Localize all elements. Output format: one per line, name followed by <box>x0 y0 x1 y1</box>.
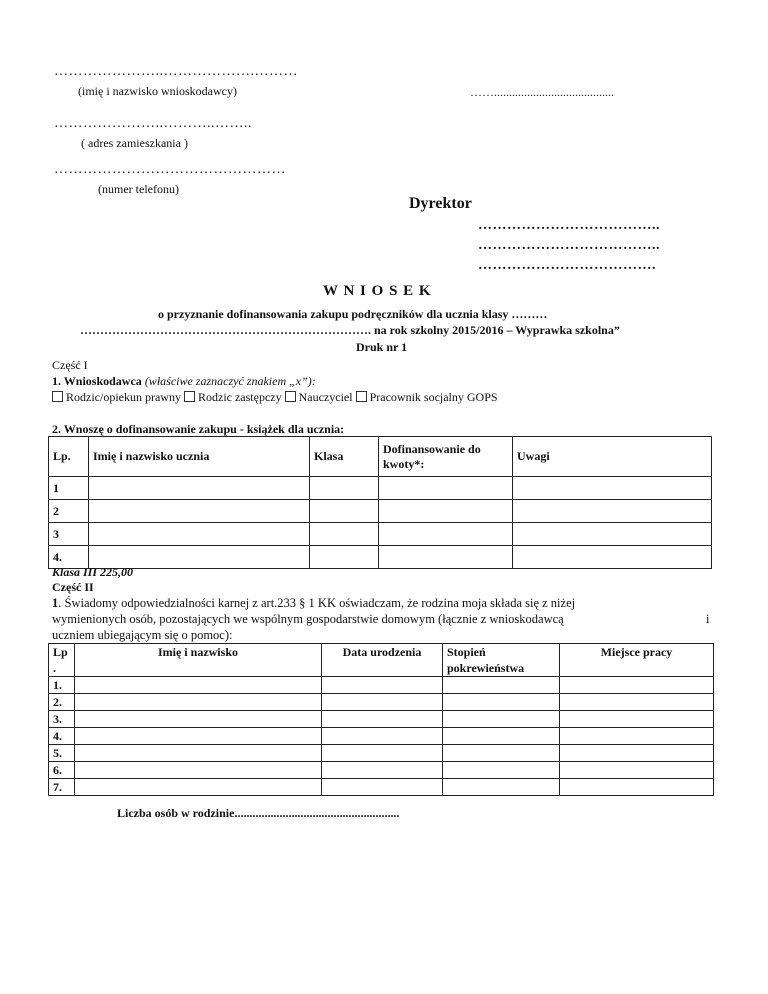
col-relationship: Stopień pokrewieństwa <box>443 644 560 677</box>
table-row: 6. <box>49 762 714 779</box>
checkbox-teacher[interactable] <box>285 391 296 402</box>
table-row: 1. <box>49 677 714 694</box>
table-row: 2. <box>49 694 714 711</box>
title-line-1: o przyznanie dofinansowania zakupu podręczników dla ucznia klasy ……… <box>158 307 548 321</box>
checkbox-parent[interactable] <box>52 391 63 402</box>
class-note: Klasa III 225,00 <box>52 565 134 579</box>
phone-line: ………………………………………… <box>54 162 286 177</box>
table-row: 7. <box>49 779 714 796</box>
table-row: 3. <box>49 711 714 728</box>
declaration-line-2-end: i <box>706 612 710 626</box>
checkbox-foster[interactable] <box>184 391 195 402</box>
applicant-type-label: 1. Wnioskodawca <box>52 374 142 388</box>
address-line: …………………..………..…….. <box>54 116 252 131</box>
col-workplace: Miejsce pracy <box>560 644 714 677</box>
declaration-line-3: uczniem ubiegającym się o pomoc): <box>52 628 233 642</box>
option-parent[interactable]: Rodzic/opiekun prawny <box>52 390 181 404</box>
table-row: 3 <box>49 523 712 546</box>
family-table <box>48 643 714 796</box>
applicant-type-heading <box>52 374 316 389</box>
checkbox-social-worker[interactable] <box>356 391 367 402</box>
title-line-2: ………………………………………………………………. na rok szkolny 2015/2016 – Wyprawka szkolna” <box>80 323 620 337</box>
col-notes: Uwagi <box>513 437 712 477</box>
recipient-title: Dyrektor <box>409 195 472 212</box>
col-family-lp: Lp . <box>49 644 75 677</box>
date-line: ……........................................ <box>470 85 614 99</box>
applicant-name-caption: (imię i nazwisko wnioskodawcy) <box>78 84 237 98</box>
table-row: 5. <box>49 745 714 762</box>
phone-caption: (numer telefonu) <box>98 182 179 196</box>
address-caption: ( adres zamieszkania ) <box>81 136 188 150</box>
document-heading: W N I O S E K <box>323 283 432 299</box>
declaration-number: 1 <box>52 596 59 610</box>
section2-heading: 2. Wnoszę o dofinansowanie zakupu - książek dla ucznia: <box>52 422 345 436</box>
table-row: 1 <box>49 477 712 500</box>
col-lp: Lp. <box>49 437 89 477</box>
table-row: 4. <box>49 546 712 569</box>
family-count-line: Liczba osób w rodzinie....................................................... <box>117 806 400 820</box>
col-birth-date: Data urodzenia <box>322 644 443 677</box>
part1-label: Część I <box>52 358 88 372</box>
col-funding: Dofinansowanie do kwoty*: <box>379 437 513 477</box>
table-row: 2 <box>49 500 712 523</box>
declaration-line-2: wymienionych osób, pozostających we wspólnym gospodarstwie domowym (łącznie z wnioskodawcą <box>52 612 564 626</box>
title-line-3: Druk nr 1 <box>356 340 408 354</box>
option-foster[interactable]: Rodzic zastępczy <box>184 390 282 404</box>
recipient-line-2: ……………………………….. <box>478 238 660 253</box>
option-teacher[interactable]: Nauczyciel <box>285 390 353 404</box>
table-row: 4. <box>49 728 714 745</box>
col-student-name: Imię i nazwisko ucznia <box>89 437 310 477</box>
student-table <box>48 436 712 569</box>
declaration-line-1: 1. Świadomy odpowiedzialności karnej z art.233 § 1 KK oświadczam, że rodzina moja składa się z niżej <box>52 596 576 610</box>
applicant-type-hint: (właściwe zaznaczyć znakiem „x”): <box>141 374 316 388</box>
applicant-options <box>52 390 498 405</box>
col-class: Klasa <box>310 437 379 477</box>
applicant-name-line: …………………..……………….……… <box>54 64 298 79</box>
part2-label: Część II <box>52 580 94 594</box>
recipient-line-1: ……………………………….. <box>478 218 660 233</box>
option-social-worker[interactable]: Pracownik socjalny GOPS <box>356 390 498 404</box>
recipient-line-3: ………………………………. <box>478 258 656 273</box>
col-family-name: Imię i nazwisko <box>75 644 322 677</box>
